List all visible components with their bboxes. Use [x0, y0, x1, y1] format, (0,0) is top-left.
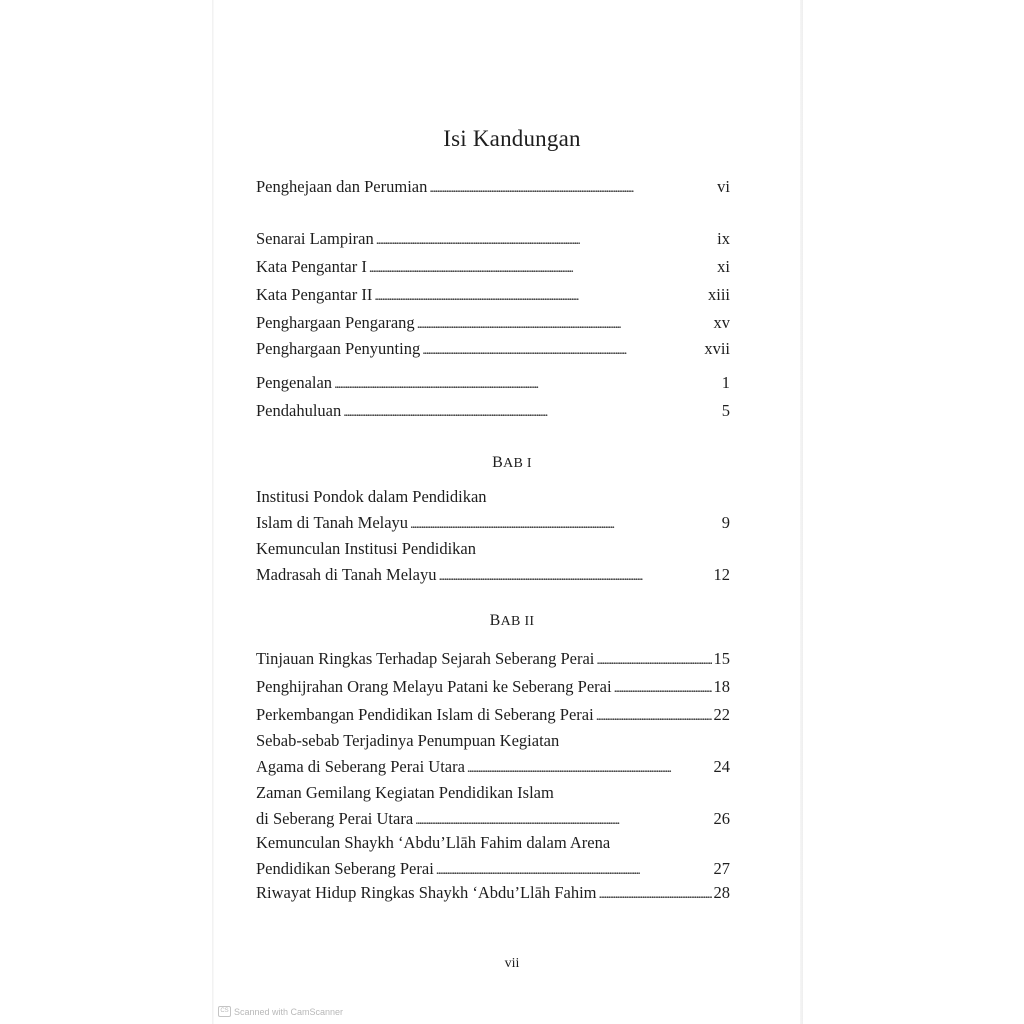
toc-entry	[256, 282, 730, 308]
toc-entry	[256, 728, 730, 780]
toc-entry	[256, 226, 730, 252]
dot-leader	[334, 370, 720, 396]
toc-entry	[256, 310, 730, 336]
toc-entry-page: 1	[721, 373, 730, 392]
toc-entry-page: 5	[721, 401, 730, 420]
dot-leader	[422, 336, 702, 362]
toc-entry-title: Penghijrahan Orang Melayu Patani ke Seberang Perai	[256, 677, 612, 696]
toc-entry-page: xv	[713, 313, 730, 332]
toc-entry-page: 18	[713, 677, 730, 696]
toc-entry	[256, 880, 730, 906]
toc-entry-title: Kata Pengantar I	[256, 257, 367, 276]
toc-entry-title-line1: Institusi Pondok dalam Pendidikan	[256, 487, 487, 506]
toc-entry-title-line2: Madrasah di Tanah Melayu	[256, 565, 437, 584]
dot-leader	[369, 254, 715, 280]
toc-entry-title: Penghejaan dan Perumian	[256, 177, 428, 196]
toc-entry-page: 22	[713, 705, 730, 724]
toc-entry	[256, 336, 730, 362]
toc-entry	[256, 674, 730, 700]
toc-entry-page: xiii	[707, 285, 730, 304]
dot-leader	[596, 702, 712, 728]
toc-entry-page: 27	[713, 859, 730, 878]
watermark-text: Scanned with CamScanner	[234, 1006, 344, 1017]
page-edge-left	[212, 0, 214, 1024]
toc-entry	[256, 254, 730, 280]
page-edge-right	[800, 0, 803, 1024]
dot-leader	[436, 856, 712, 882]
toc-entry-title: Penghargaan Pengarang	[256, 313, 415, 332]
toc-entry-title-line1: Zaman Gemilang Kegiatan Pendidikan Islam	[256, 783, 554, 802]
toc-entry-title: Penghargaan Penyunting	[256, 339, 421, 358]
dot-leader	[438, 562, 711, 588]
toc-entry-page: ix	[717, 229, 730, 248]
toc-entry-page: xvii	[704, 339, 730, 358]
toc-entry	[256, 830, 730, 882]
dot-leader	[417, 310, 712, 336]
toc-entry	[256, 398, 730, 424]
toc-entry	[256, 702, 730, 728]
toc-entry-title-line2: Pendidikan Seberang Perai	[256, 859, 434, 878]
toc-entry-page: 26	[713, 809, 730, 828]
toc-entry-title-line2: Islam di Tanah Melayu	[256, 513, 409, 532]
toc-entry-title: Riwayat Hidup Ringkas Shaykh ‘Abdu’Llāh Fahim	[256, 883, 597, 902]
toc-entry	[256, 536, 730, 588]
dot-leader	[376, 226, 715, 252]
toc-entry-page: 28	[713, 883, 730, 902]
toc-entry-title: Pengenalan	[256, 373, 333, 392]
toc-entry	[256, 484, 730, 536]
dot-leader	[410, 510, 720, 536]
toc-entry-title: Kata Pengantar II	[256, 285, 373, 304]
dot-leader	[599, 880, 712, 906]
toc-entry-title: Tinjauan Ringkas Terhadap Sejarah Seberang Perai	[256, 649, 595, 668]
camscanner-logo-icon: CS	[218, 1006, 231, 1017]
dot-leader	[467, 754, 712, 780]
dot-leader	[415, 806, 711, 832]
toc-entry-title-line1: Sebab-sebab Terjadinya Penumpuan Kegiatan	[256, 731, 560, 750]
toc-entry-page: 9	[721, 513, 730, 532]
toc-entry-title-line2: Agama di Seberang Perai Utara	[256, 757, 465, 776]
chapter-heading	[0, 612, 1024, 630]
dot-leader	[429, 174, 715, 200]
toc-entry-title: Pendahuluan	[256, 401, 342, 420]
page-title: Isi Kandungan	[443, 126, 581, 151]
toc-entry-title-line2: di Seberang Perai Utara	[256, 809, 414, 828]
page-number: vii	[504, 956, 520, 971]
chapter-heading-cap: B	[492, 454, 504, 471]
chapter-heading-cap: B	[489, 612, 501, 629]
chapter-heading	[0, 454, 1024, 472]
toc-entry	[256, 780, 730, 832]
toc-entry-page: vi	[717, 177, 730, 196]
toc-entry-page: 24	[713, 757, 730, 776]
toc-entry-page: 12	[713, 565, 730, 584]
scanner-watermark	[218, 1006, 343, 1017]
dot-leader	[614, 674, 712, 700]
dot-leader	[596, 646, 711, 672]
dot-leader	[374, 282, 706, 308]
toc-entry-page: xi	[717, 257, 730, 276]
toc-entry-title-line1: Kemunculan Shaykh ‘Abdu’Llāh Fahim dalam Arena	[256, 833, 611, 852]
chapter-heading-rest: AB I	[503, 456, 532, 471]
toc-entry	[256, 370, 730, 396]
toc-entry-page: 15	[713, 649, 730, 668]
toc-entry-title: Senarai Lampiran	[256, 229, 374, 248]
toc-entry-title: Perkembangan Pendidikan Islam di Seberang Perai	[256, 705, 594, 724]
chapter-heading-rest: AB II	[500, 614, 535, 629]
toc-entry-title-line1: Kemunculan Institusi Pendidikan	[256, 539, 476, 558]
toc-entry	[256, 646, 730, 672]
dot-leader	[343, 398, 720, 424]
toc-entry	[256, 174, 730, 200]
